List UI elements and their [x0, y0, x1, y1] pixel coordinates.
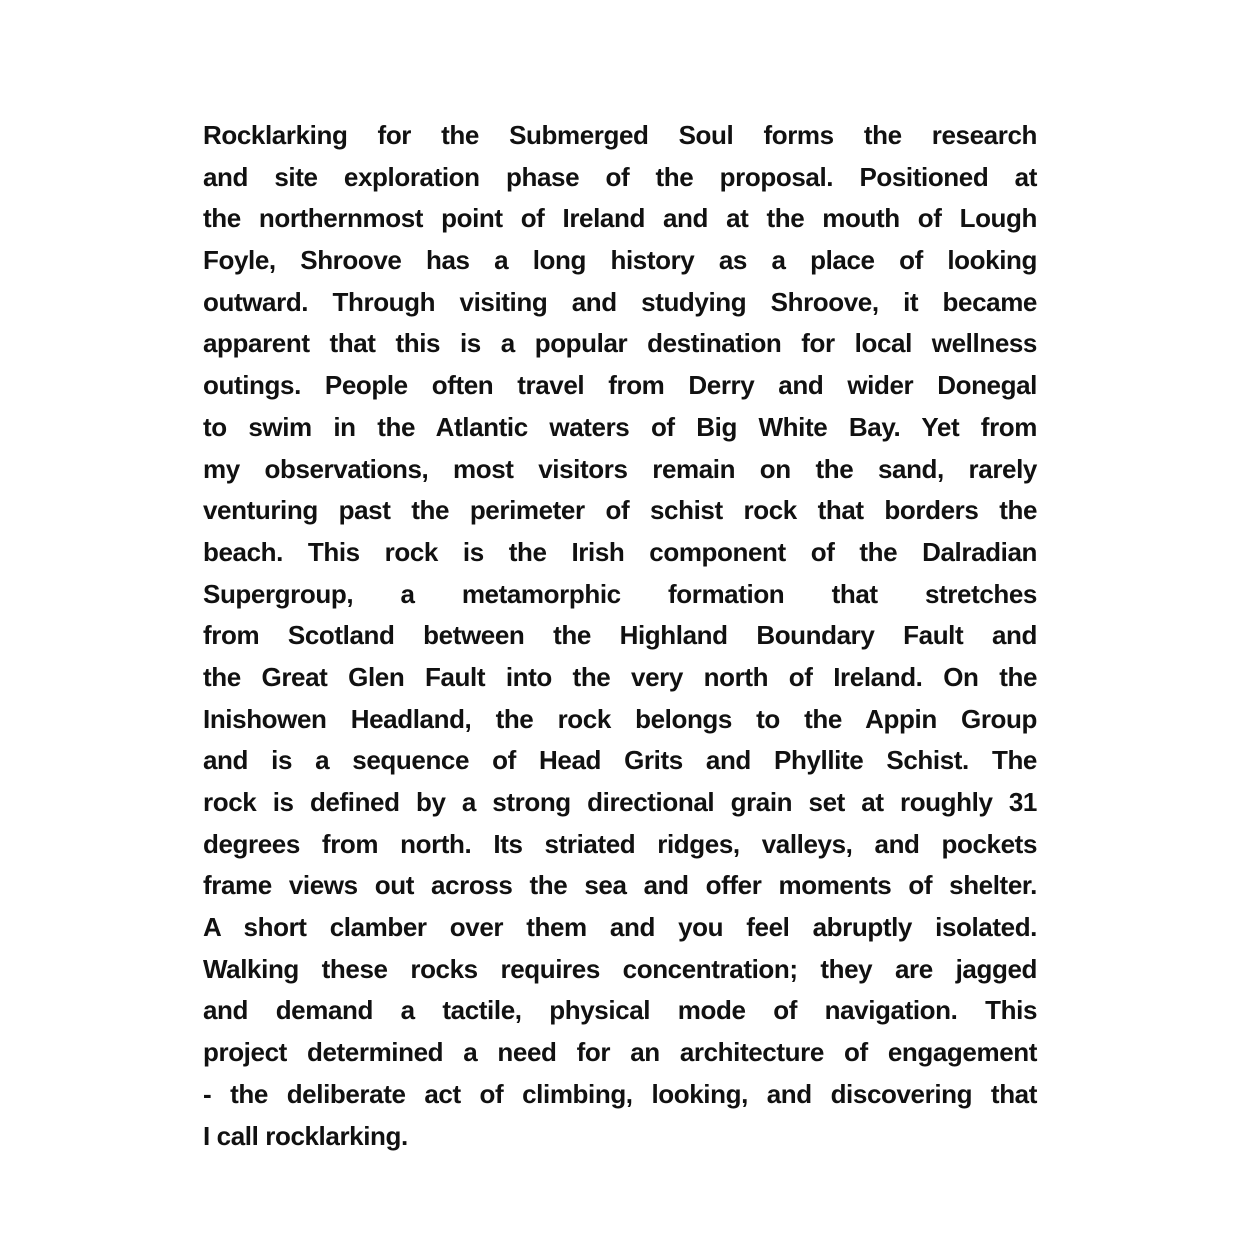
paragraph-line: - the deliberate act of climbing, looking, and discovering that	[203, 1078, 1037, 1109]
paragraph-line: my observations, most visitors remain on the sand, rarely	[203, 453, 1037, 484]
paragraph-line: rock is defined by a strong directional grain set at roughly 31	[203, 787, 1037, 817]
paragraph-line: degrees from north. Its striated ridges, valleys, and pockets	[203, 828, 1037, 859]
paragraph-line: I call rocklarking.	[203, 1120, 408, 1151]
paragraph-line: Foyle, Shroove has a long history as a place of looking	[203, 245, 1037, 276]
paragraph-line: A short clamber over them and you feel abruptly isolated.	[203, 912, 1037, 943]
paragraph-line: outings. People often travel from Derry and wider Donegal	[203, 370, 1037, 401]
paragraph-line: from Scotland between the Highland Boundary Fault and	[203, 620, 1037, 651]
paragraph-line: venturing past the perimeter of schist rock that borders the	[203, 495, 1037, 526]
paragraph-line: Inishowen Headland, the rock belongs to the Appin Group	[203, 703, 1037, 734]
paragraph-line: the northernmost point of Ireland and at the mouth of Lough	[203, 203, 1037, 234]
paragraph-line: and demand a tactile, physical mode of navigation. This	[203, 995, 1037, 1026]
paragraph-line: Rocklarking for the Submerged Soul forms the research	[203, 120, 1037, 150]
paragraph-line: project determined a need for an architecture of engagement	[203, 1037, 1037, 1068]
paragraph-line: the Great Glen Fault into the very north of Ireland. On the	[203, 661, 1037, 692]
paragraph-line: and site exploration phase of the proposal. Positioned at	[203, 161, 1037, 192]
paragraph-line: outward. Through visiting and studying Shroove, it became	[203, 286, 1037, 317]
paragraph-line: frame views out across the sea and offer moments of shelter.	[203, 870, 1037, 901]
paragraph-line: Walking these rocks requires concentration; they are jagged	[203, 953, 1037, 984]
paragraph-line: to swim in the Atlantic waters of Big White Bay. Yet from	[203, 411, 1037, 442]
paragraph-line: apparent that this is a popular destination for local wellness	[203, 328, 1037, 359]
paragraph-line: and is a sequence of Head Grits and Phyllite Schist. The	[203, 745, 1037, 776]
paragraph-line: Supergroup, a metamorphic formation that stretches	[203, 578, 1037, 609]
paragraph-line: beach. This rock is the Irish component of the Dalradian	[203, 536, 1037, 567]
body-paragraph	[203, 115, 1037, 1157]
